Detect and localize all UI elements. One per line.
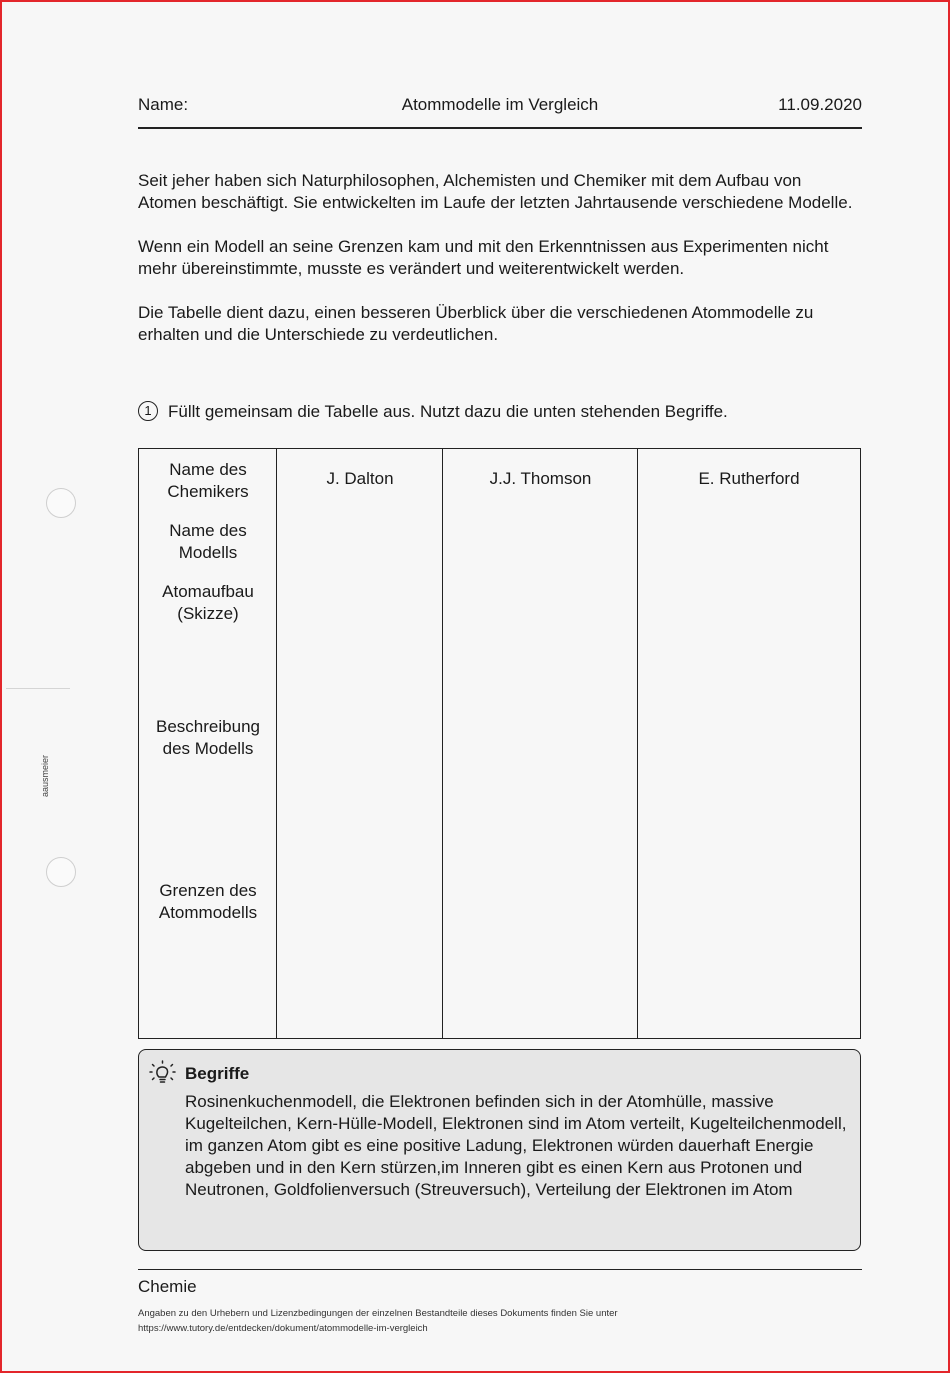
row-label-chemiker: [139, 459, 277, 503]
punch-hole: [46, 857, 76, 887]
row-label-line: des Modells: [162, 739, 254, 758]
terms-list: Rosinenkuchenmodell, die Elektronen befinden sich in der Atomhülle, massive Kugelteilchen, Kern-Hülle-Modell, Elektronen sind im Atom verteilt, Kugelteilchenmodell, im ganzen Atom gibt es eine positive Ladung, Elektronen würden dauerhaft Energie abgeben und in den Kern stürzen,im Inneren gibt es einen Kern aus Protonen und Neutronen, Goldfolienversuch (Streuversuch), Verteilung der Elektronen im Atom: [185, 1092, 847, 1199]
column-dalton[interactable]: [276, 449, 443, 1038]
column-header-thomson: J.J. Thomson: [489, 469, 592, 488]
subject-label: Chemie: [138, 1277, 197, 1296]
row-label-line: Chemikers: [167, 482, 249, 501]
task-number-badge: 1: [138, 401, 158, 421]
column-header-rutherford: E. Rutherford: [698, 469, 800, 488]
row-label-modell: [139, 520, 277, 564]
task-instruction: [138, 401, 862, 423]
task-text: Füllt gemeinsam die Tabelle aus. Nutzt dazu die unten stehenden Begriffe.: [168, 402, 728, 421]
intro-paragraph-2: Wenn ein Modell an seine Grenzen kam und mit den Erkenntnissen aus Experimenten nicht mehr übereinstimmte, musste es verändert und weiterentwickelt werden.: [138, 237, 829, 278]
worksheet-date: 11.09.2020: [778, 95, 862, 114]
comparison-table: [138, 448, 861, 1039]
terms-box: [138, 1049, 861, 1251]
intro-paragraph-1: Seit jeher haben sich Naturphilosophen, Alchemisten und Chemiker mit dem Aufbau von Atomen beschäftigt. Sie entwickelten im Laufe der letzten Jahrtausende verschiedene Modelle.: [138, 171, 853, 212]
credits-link[interactable]: https://www.tutory.de/entdecken/dokument/atommodelle-im-vergleich: [138, 1323, 428, 1334]
terms-title: Begriffe: [185, 1064, 250, 1083]
row-label-line: Atommodells: [158, 903, 258, 922]
intro-text: [138, 170, 862, 368]
row-label-line: Name des: [169, 460, 247, 479]
row-label-line: Modells: [178, 543, 238, 562]
row-label-line: Name des: [169, 521, 247, 540]
row-label-line: (Skizze): [177, 604, 239, 623]
row-label-grenzen: [139, 880, 277, 924]
fold-mark: [6, 688, 70, 689]
punch-hole: [46, 488, 76, 518]
footer-divider: [138, 1269, 862, 1270]
row-label-line: Beschreibung: [156, 717, 260, 736]
name-label: Name:: [138, 95, 189, 114]
worksheet-title: Atommodelle im Vergleich: [401, 95, 599, 114]
credits-text: [138, 1306, 618, 1336]
row-label-atomaufbau: [139, 581, 277, 625]
lightbulb-icon: [149, 1060, 177, 1088]
column-rutherford[interactable]: [637, 449, 860, 1038]
worksheet-header: [138, 95, 862, 129]
row-label-line: Atomaufbau: [162, 582, 254, 601]
row-label-line: Grenzen des: [159, 881, 257, 900]
side-author-text: aausmeier: [40, 754, 50, 797]
column-header-dalton: J. Dalton: [326, 469, 394, 488]
row-label-beschreibung: [139, 716, 277, 760]
column-thomson[interactable]: [442, 449, 638, 1038]
intro-paragraph-3: Die Tabelle dient dazu, einen besseren Überblick über die verschiedenen Atommodelle zu erhalten und die Unterschiede zu verdeutlichen.: [138, 303, 814, 344]
credits-line: Angaben zu den Urhebern und Lizenzbedingungen der einzelnen Bestandteile dieses Dokuments finden Sie unter: [138, 1308, 618, 1319]
